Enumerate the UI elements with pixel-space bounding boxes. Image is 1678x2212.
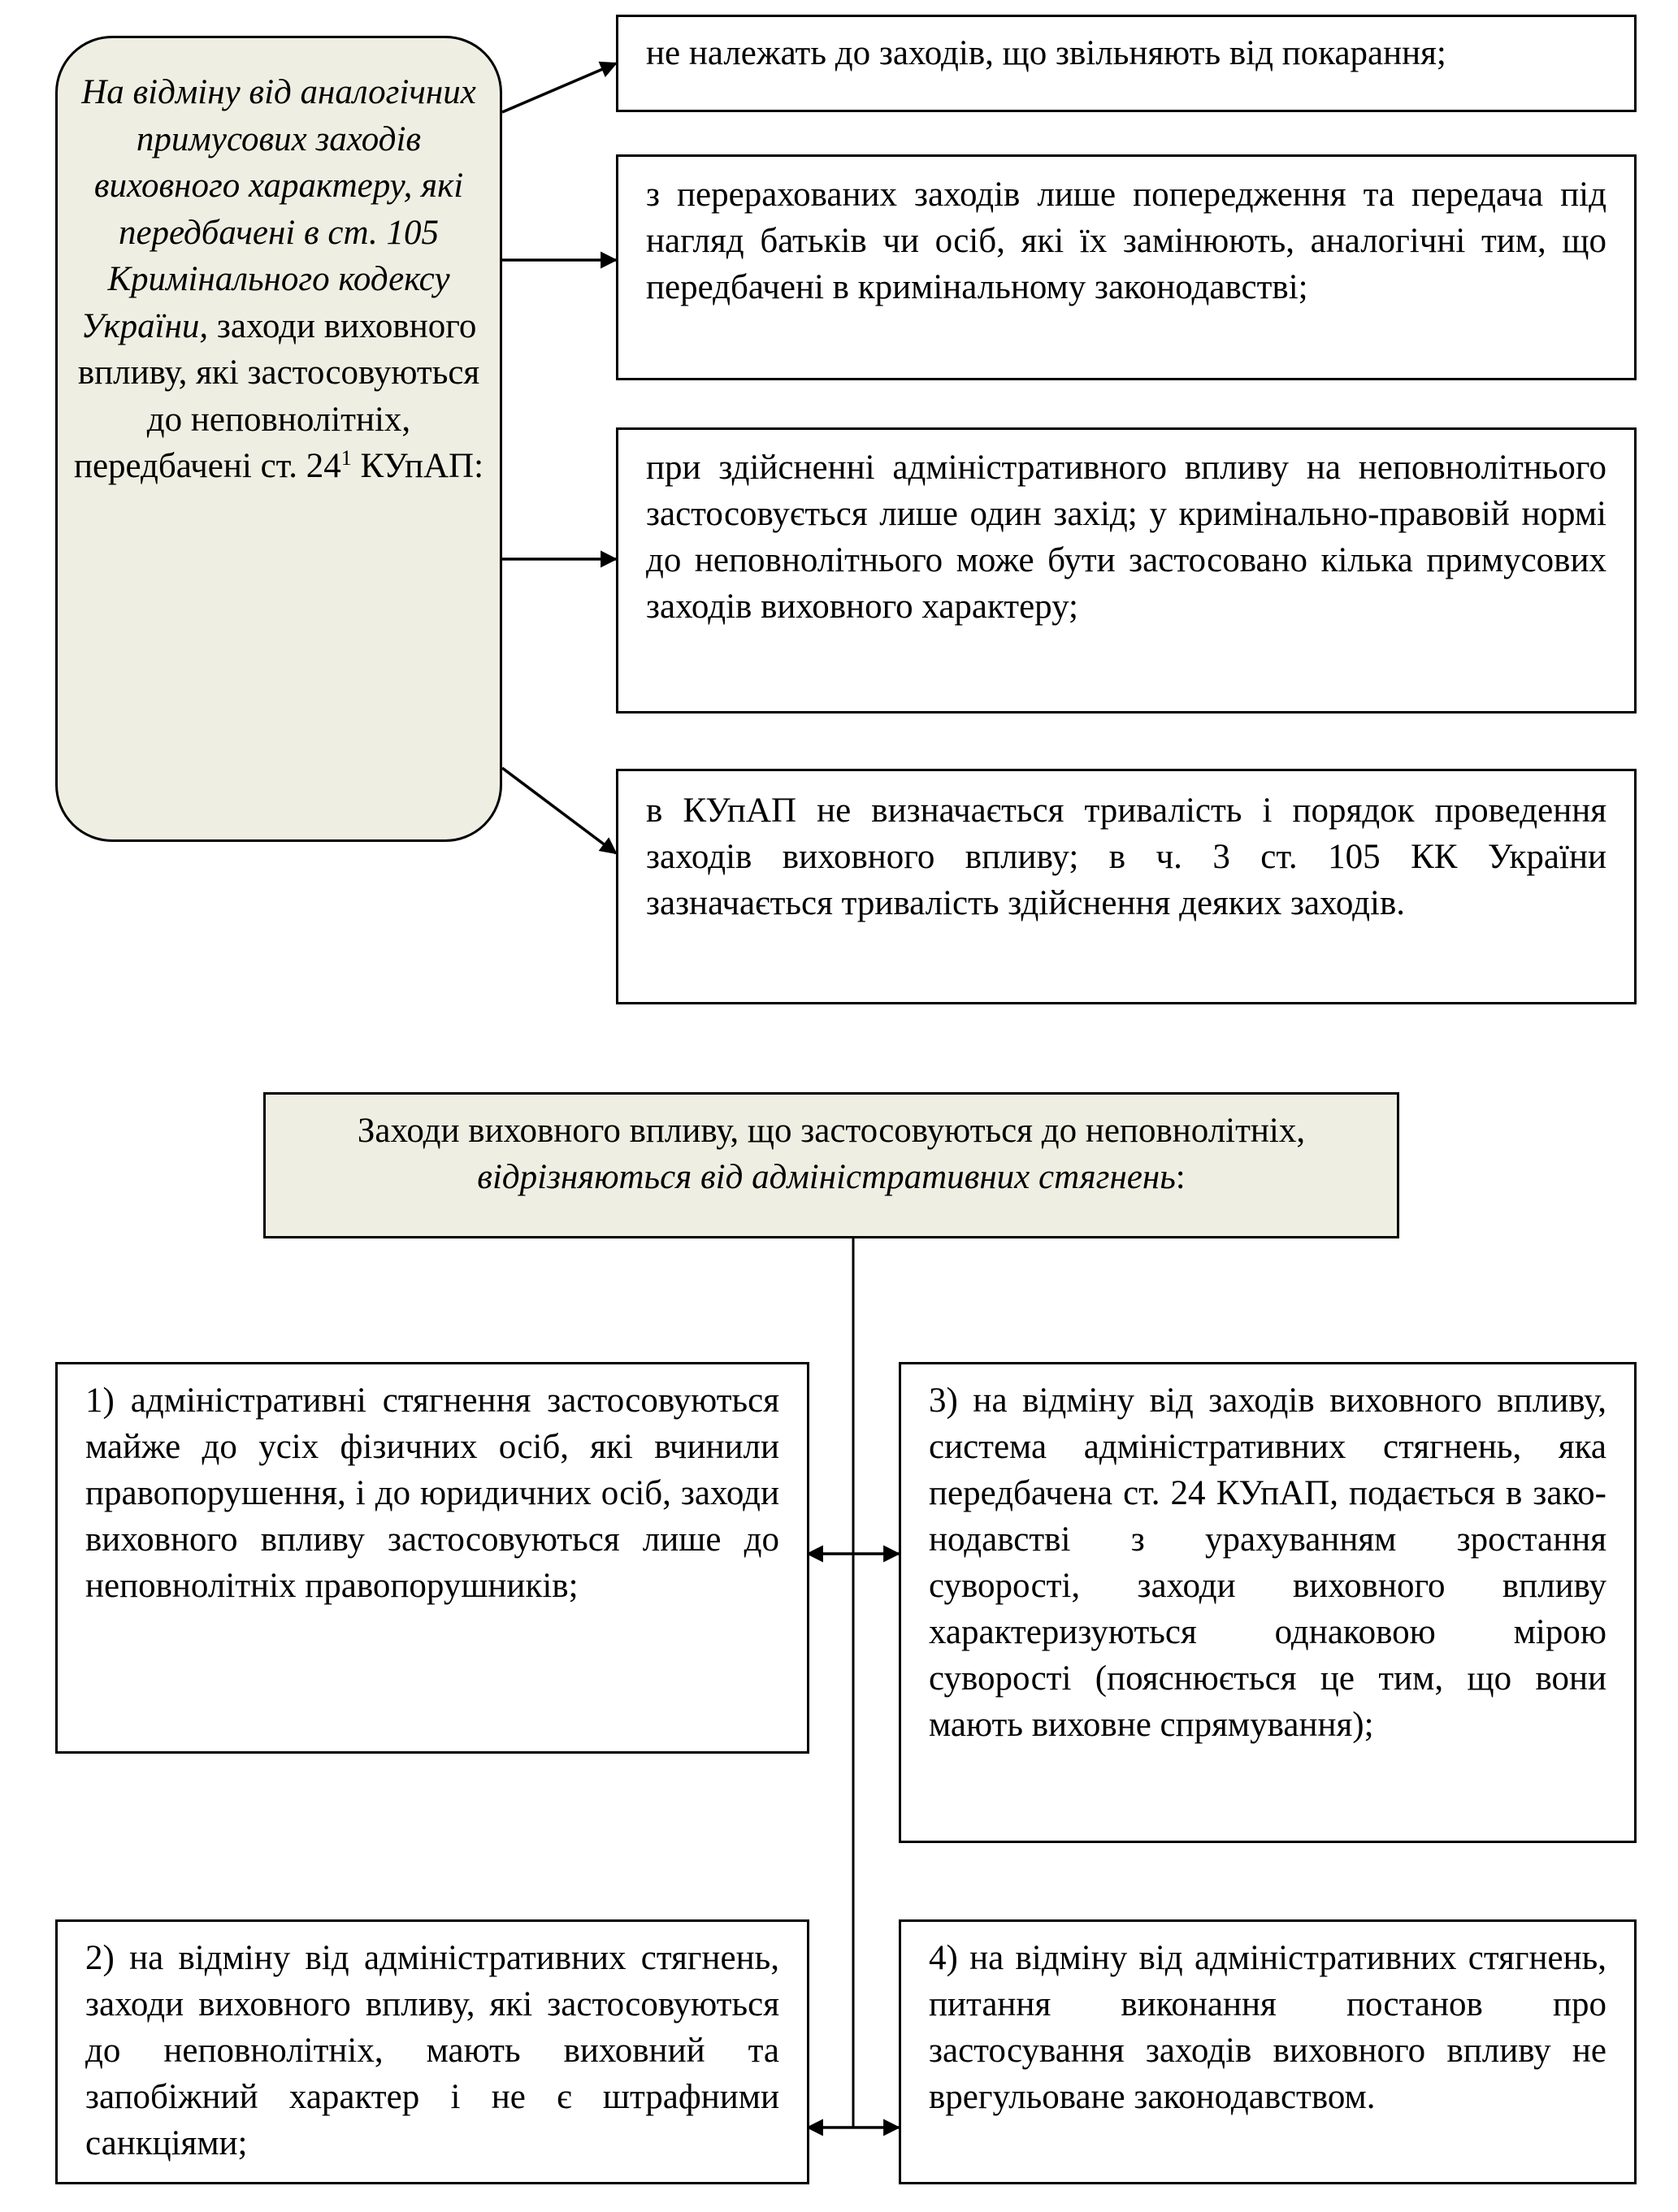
top-item-1: [616, 15, 1637, 112]
bottom-item-3-text: 3) на відміну від заходів виховного впливу, система адміністративних стягнень, яка передбачена ст. 24 КУпАП, подається в зако-нодавстві з урахуванням зростання суворості, заходи виховного впливу характеризуються однаковою мірою суворості (пояснюється це тим, що вони мають виховне спрямування);: [929, 1381, 1606, 1744]
top-item-2: [616, 154, 1637, 380]
bottom-item-4: [899, 1919, 1637, 2184]
lead-box: [55, 36, 502, 842]
top-item-2-text: з перерахованих заходів лише попередження та передача під нагляд батьків чи осіб, які їх замінюють, аналогічні тим, що передбачені в кримінальному законодавстві;: [646, 176, 1606, 306]
main-tail-text: :: [1175, 1158, 1186, 1196]
top-item-3-text: при здійсненні адміністративного впливу на неповнолітнього застосовується лише один захід; у кримінально-правовій нормі до неповнолітнього може бути застосовано кілька примусових заходів виховного характеру;: [646, 449, 1606, 626]
bottom-item-2-text: 2) на відміну від адміністративних стягнень, заходи виховного впливу, які застосовуються до неповнолітніх, мають виховний та запобіжний характер і не є штрафними санкціями;: [85, 1939, 779, 2162]
main-box: [263, 1092, 1399, 1238]
top-item-4: [616, 769, 1637, 1004]
main-italic-text: відрізняються від адміністративних стягнень: [477, 1158, 1176, 1196]
arrow-to-item-4: [502, 768, 616, 853]
lead-tail-text: КУпАП:: [351, 447, 484, 485]
bottom-item-2: [55, 1919, 809, 2184]
lead-italic-text: На відміну від аналогічних примусових заходів виховного характеру, які передбачені в ст. 105 Кримінального кодексу України,: [80, 73, 476, 345]
top-item-1-text: не належать до заходів, що звільняють від покарання;: [646, 34, 1446, 72]
top-item-3: [616, 427, 1637, 713]
top-item-4-text: в КУпАП не визначається тривалість і порядок проведення заходів виховного впливу; в ч. 3 ст. 105 КК України зазначається тривалість здійснення деяких заходів.: [646, 792, 1606, 922]
bottom-item-4-text: 4) на відміну від адміністративних стягнень, питання виконання постанов про застосування заходів виховного впливу не врегульоване законодавством.: [929, 1939, 1606, 2116]
bottom-item-1: [55, 1362, 809, 1754]
arrow-to-item-1: [502, 63, 616, 112]
lead-plain-text: заходи виховного впливу, які застосовуються до неповнолітніх, передбачені ст. 24: [73, 306, 480, 485]
lead-superscript: 1: [340, 446, 352, 470]
bottom-item-1-text: 1) адміністративні стягнення застосовуються майже до усіх фізичних осіб, які вчинили правопорушення, і до юридичних осіб, заходи виховного впливу застосовуються лише до неповнолітніх правопорушників;: [85, 1381, 779, 1605]
bottom-item-3: [899, 1362, 1637, 1843]
main-plain-text: Заходи виховного впливу, що застосовуються до неповнолітніх,: [357, 1112, 1306, 1150]
